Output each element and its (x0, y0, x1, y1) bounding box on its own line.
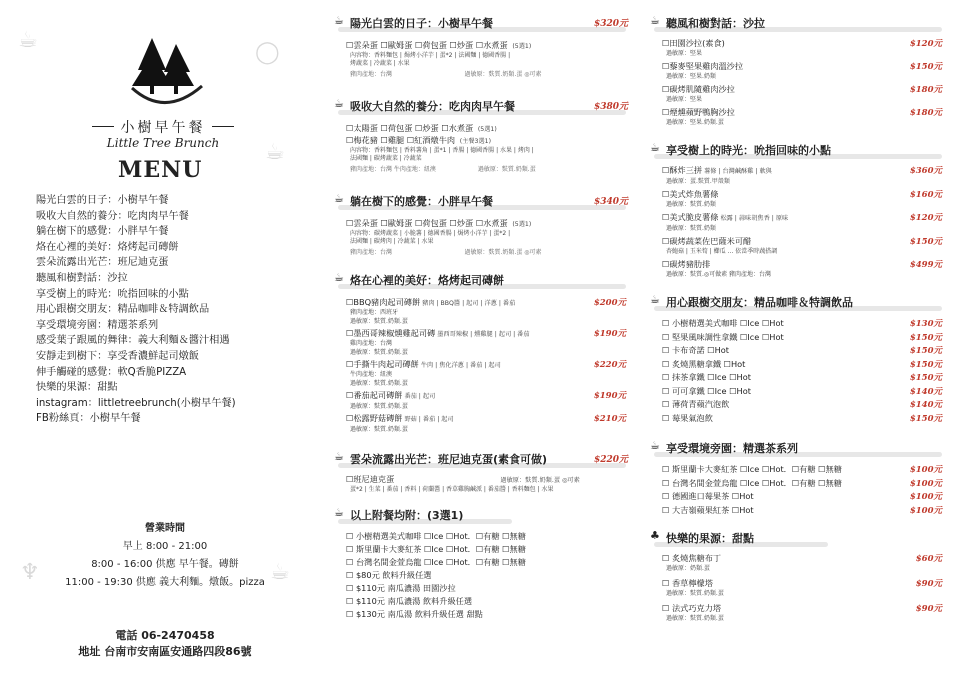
menu-item[interactable]: ☐煙燻蘋野鴨胸沙拉 $180元 (662, 107, 942, 118)
menu-item[interactable]: ☐番茄起司磚餅 番茄 | 起司 $190元 (346, 390, 626, 401)
dessert-item[interactable]: ☐ 香草檸檬塔 $90元 (662, 578, 942, 589)
menu-item[interactable]: ☐田園沙拉(素食) $120元 (662, 38, 942, 49)
hours-line: 11:00 - 19:30 供應 義大利麵。燉飯。pizza (65, 577, 265, 588)
toc-item: 陽光白雲的日子：小樹早午餐 (36, 195, 169, 206)
menu-item[interactable]: ☐班尼迪克蛋 過敏原：麩質.奶類.蛋 ◎可素 (346, 474, 580, 484)
toc-item: 聽風和樹對話：沙拉 (36, 272, 128, 284)
section-header: ☕ 以上附餐均附：(3選1) (332, 506, 632, 524)
toc-item: instagram：littletreebrunch(小樹早午餐) (36, 397, 236, 409)
section-header: ♣ 快樂的果源：甜點 (648, 529, 948, 547)
hours-title: 營業時間 (145, 523, 185, 534)
section-header: ☕ 躺在樹下的感覺：小胖早午餐 $340元 (334, 192, 628, 208)
contact-info (40, 628, 290, 660)
side-option[interactable]: ☐ $110元 南瓜濃湯 田園沙拉 (346, 583, 456, 593)
tea-item[interactable]: ☐ 台灣名間金萱烏龍 ☐Ice ☐Hot．☐有糖 ☐無糖 $100元 (662, 477, 942, 489)
menu-item[interactable]: ☐碳烤豬肋排 $499元 (662, 259, 942, 270)
section-price: $340元 (593, 197, 628, 207)
origin: 豬肉產地：台灣 過敏原：麩質.奶類.蛋 ◎可素 (350, 71, 542, 78)
toc-item: 用心跟樹交朋友：精品咖啡＆特調飲品 (36, 304, 210, 316)
toc-item: 享受樹上的時光：吮指回味的小點 (36, 288, 189, 300)
toc-item: FB粉絲頁：小樹早午餐 (36, 413, 141, 425)
option-row[interactable]: ☐雲朵蛋 ☐歐姆蛋 ☐荷包蛋 ☐炒蛋 ☐水煮蛋 (5選1) (346, 218, 532, 228)
tree-logo (110, 30, 220, 115)
toc-item: 烙在心裡的美好：烙烤起司磚餅 (36, 241, 179, 253)
tea-item[interactable]: ☐ 大吉嶺蘋果紅茶 ☐Hot $100元 (662, 504, 942, 516)
cup-icon: ☕ (334, 450, 344, 463)
cup-icon: ☕ (334, 97, 344, 110)
cherry-icon: ♣ (650, 529, 660, 542)
dessert-item[interactable]: ☐ 法式巧克力塔 $90元 (662, 603, 942, 614)
side-option[interactable]: ☐ 台灣名間金萱烏龍 ☐Ice ☐Hot．☐有糖 ☐無糖 (346, 557, 526, 567)
cup-icon: ☕ (650, 14, 660, 27)
cup-icon: ☕ (650, 141, 660, 154)
address: 地址 台南市安南區安通路四段86號 (78, 645, 252, 658)
option-row[interactable]: ☐梅花豬 ☐雞腿 ☐紅酒燉牛肉 (主餐3選1) (346, 135, 491, 145)
dessert-item[interactable]: ☐ 炙燒焦糖布丁 $60元 (662, 553, 942, 564)
section-header: ☕ 吸收大自然的養分：吃肉肉早午餐 $380元 (334, 97, 628, 113)
drink-item[interactable]: ☐ 堅果風味調性拿鐵 ☐Ice ☐Hot $150元 (662, 331, 942, 343)
section-header: ☕ 烙在心裡的美好：烙烤起司磚餅 (332, 271, 632, 289)
side-option[interactable]: ☐ $80元 飲料升級任選 (346, 570, 432, 580)
option-row[interactable]: ☐太陽蛋 ☐荷包蛋 ☐炒蛋 ☐水煮蛋 (5選1) (346, 123, 497, 133)
contents: 法國麵 | 碳烤肉 | 冷蔬菜 | 水果 (350, 238, 434, 245)
section-header: ☕ 陽光白雲的日子：小樹早午餐 $320元 (334, 14, 628, 30)
brand-name-zh: 小樹早午餐 (88, 117, 238, 137)
cup-icon: ☕ (334, 192, 344, 205)
cup-icon: ☕ (334, 14, 344, 27)
menu-item[interactable]: ☐BBQ豬肉起司磚餅 豬肉 | BBQ醬 | 起司 | 洋蔥 | 番茄 $200元 (346, 297, 626, 308)
drink-item[interactable]: ☐ 炙燒黑糖拿鐵 ☐Hot $150元 (662, 358, 942, 370)
teapot-icon: ☕ (18, 28, 38, 53)
contents: 法國麵 | 碳烤蔬菜 | 冷蔬菜 (350, 155, 422, 162)
right-column: ☕ 聽風和樹對話：沙拉 ☐田園沙拉(素食) $120元 過敏原：堅果 ☐藜麥堅果雞肉溫沙拉 $150元 過敏原：堅果.奶類 ☐碳烤肌隨雞肉沙拉 $180元 過敏原：堅果 ☐煙燻蘋野鴨胸沙拉 $180元 過敏原：堅果.奶類.蛋 ☕ 享受樹上的時光：吮指回味的小點 ☐酥炸三拼 薯條 | 台灣鹹酥雞 | 軟與 $360元 過敏原：蛋.麩質.甲殼類 ☐美式炸魚薯條 $160元 過敏原：麩質.奶類 ☐美式脆皮薯條 松露 | 蒜味胡焦香 | 原味 $120元 過敏原：麩質.奶類 ☐碳烤蔬菜佐巴薩米可醋 $150元 杏鮑菇 | 玉米筍 | 櫛瓜 ... 依當季時蔬搭調 ☐碳烤豬肋排 $499元 過敏原：麩質.◎可做素 豬肉產地：台灣 ☕ 用心跟樹交朋友：精品咖啡＆特調飲品 ☐ 小樹精選美式咖啡 ☐Ice ☐Hot $130元 ☐ 堅果風味調性拿鐵 ☐Ice ☐Hot $150元 ☐ 卡布奇諾 ☐Hot $150元 ☐ 炙燒黑糖拿鐵 ☐Hot $150元 ☐ 抹茶拿鐵 ☐Ice ☐Hot $150元 ☐ 可可拿鐵 ☐Ice ☐Hot $140元 ☐ 薄荷青蘋汽泡飲 $140元 ☐ 莓果氣泡飲 $150元 ☕ 享受環境旁園：精選茶系列 ☐ 斯里蘭卡大麥紅茶 ☐Ice ☐Hot．☐有糖 ☐無糖 $100元 ☐ 台灣名間金萱烏龍 ☐Ice ☐Hot．☐有糖 ☐無糖 $100元 ☐ 德國進口莓果茶 ☐Hot $100元 ☐ 大吉嶺蘋果紅茶 ☐Hot $100元 ♣ 快樂的果源：甜點 ☐ 炙燒焦糖布丁 $60元 過敏原：奶類.蛋 ☐ 香草檸檬塔 $90元 過敏原：麩質.奶類.蛋 ☐ 法式巧克力塔 $90元 過敏原：麩質.奶類.蛋 (648, 0, 948, 623)
section-header: ☕ 享受環境旁園：精選茶系列 (648, 439, 948, 457)
section-header: ☕ 聽風和樹對話：沙拉 (648, 14, 948, 32)
toc-item: 雲朵流露出光芒：班尼迪克蛋 (36, 257, 169, 269)
toc-item: 吸收大自然的養分：吃肉肉早午餐 (36, 210, 189, 222)
option-row[interactable]: ☐雲朵蛋 ☐歐姆蛋 ☐荷包蛋 ☐炒蛋 ☐水煮蛋 (5選1) (346, 40, 532, 50)
drink-item[interactable]: ☐ 可可拿鐵 ☐Ice ☐Hot $140元 (662, 385, 942, 397)
side-option[interactable]: ☐ 斯里蘭卡大麥紅茶 ☐Ice ☐Hot．☐有糖 ☐無糖 (346, 544, 526, 554)
toc-item: 伸手觸碰的感覺：軟Q香脆PIZZA (36, 366, 187, 378)
phone: 電話 06-2470458 (115, 629, 215, 642)
business-hours (40, 520, 290, 592)
left-panel (0, 0, 325, 678)
section-price: $220元 (593, 455, 628, 465)
cup-icon: ☕ (334, 506, 344, 519)
toc-item: 感受葉子跟風的舞律：義大利麵＆醬汁相遇 (36, 335, 230, 347)
menu-item[interactable]: ☐美式炸魚薯條 $160元 (662, 189, 942, 200)
side-option[interactable]: ☐ $130元 南瓜湯 飲料升級任選 甜點 (346, 609, 483, 619)
cup-icon: ☕ (650, 293, 660, 306)
menu-item[interactable]: ☐碳烤肌隨雞肉沙拉 $180元 (662, 84, 942, 95)
section-price: $320元 (593, 19, 628, 29)
tea-item[interactable]: ☐ 德國進口莓果茶 ☐Hot $100元 (662, 491, 942, 502)
side-option[interactable]: ☐ $110元 南瓜濃湯 飲料升級任選 (346, 596, 473, 606)
coffee-bean-icon: ☕ (265, 140, 285, 165)
menu-item[interactable]: ☐手撕牛肉起司磚餅 牛肉 | 焦化洋蔥 | 番茄 | 起司 $220元 (346, 359, 626, 370)
drink-item[interactable]: ☐ 莓果氣泡飲 $150元 (662, 412, 942, 424)
menu-item[interactable]: ☐墨西哥辣椒燻雞起司磚 墨西哥辣椒 | 燻雞腿 | 起司 | 番茄 $190元 (346, 328, 626, 339)
teapot-icon-2: ☕ (270, 560, 290, 585)
menu-title: MENU (118, 157, 203, 183)
section-header: ☕ 雲朵流露出光芒：班尼迪克蛋(素食可做) $220元 (334, 450, 628, 466)
contents: 烤蔬菜 | 冷蔬菜 | 水果 (350, 60, 410, 67)
drink-item[interactable]: ☐ 薄荷青蘋汽泡飲 $140元 (662, 399, 942, 410)
contents: 內容物：香料麵包 | 香料薯角 | 蛋*1 | 香腸 | 德國香腸 | 水果 | 烤肉 | (350, 147, 534, 154)
pan-icon: ◯ (255, 40, 280, 65)
hours-line: 早上 8:00 - 21:00 (122, 541, 208, 552)
toc-item: 安靜走到樹下：享受香濃鮮起司燉飯 (36, 350, 199, 362)
cup-icon: ☕ (334, 271, 344, 284)
section-price: $380元 (593, 102, 628, 112)
section-header: ☕ 享受樹上的時光：吮指回味的小點 (648, 141, 948, 159)
contents: 內容物：香料麵包 | 焗烤小洋芋 | 蛋*2 | 法國麵 | 德國香腸 | (350, 52, 511, 59)
table-of-contents (36, 193, 326, 427)
contents: 內容物：碳烤蔬菜 | 小脆薯 | 德國香腸 | 焗烤小洋芋 | 蛋*2 | (350, 230, 511, 237)
drink-item[interactable]: ☐ 抹茶拿鐵 ☐Ice ☐Hot $150元 (662, 372, 942, 383)
drink-item[interactable]: ☐ 小樹精選美式咖啡 ☐Ice ☐Hot $130元 (662, 318, 942, 329)
origin: 豬肉產地：台灣 過敏原：麩質.奶類.蛋 ◎可素 (350, 249, 542, 256)
menu-item[interactable]: ☐松露野菇磚餅 野菇 | 番茄 | 起司 $210元 (346, 413, 626, 424)
menu-item[interactable]: ☐美式脆皮薯條 松露 | 蒜味胡焦香 | 原味 $120元 (662, 212, 942, 223)
cup-icon: ☕ (650, 439, 660, 452)
tea-item[interactable]: ☐ 斯里蘭卡大麥紅茶 ☐Ice ☐Hot．☐有糖 ☐無糖 $100元 (662, 464, 942, 475)
menu-item[interactable]: ☐碳烤蔬菜佐巴薩米可醋 $150元 (662, 236, 942, 247)
side-option[interactable]: ☐ 小樹精選美式咖啡 ☐Ice ☐Hot．☐有糖 ☐無糖 (346, 531, 526, 541)
origin: 豬肉產地：台灣 牛肉產地：紐澳 過敏原：麩質.奶類.蛋 (350, 166, 536, 173)
section-header: ☕ 用心跟樹交朋友：精品咖啡＆特調飲品 (648, 293, 948, 311)
toc-item: 享受環境旁園：精選茶系列 (36, 319, 159, 331)
hours-line: 8:00 - 16:00 供應 早午餐。磚餅 (91, 559, 239, 570)
middle-column: ☕ 陽光白雲的日子：小樹早午餐 $320元 ☐雲朵蛋 ☐歐姆蛋 ☐荷包蛋 ☐炒蛋 ☐水煮蛋 (5選1) 內容物：香料麵包 | 焗烤小洋芋 | 蛋*2 | 法國麵 | 德國香腸 | 烤蔬菜 | 冷蔬菜 | 水果 豬肉產地：台灣 過敏原：麩質.奶類.蛋 ◎可素 ☕ 吸收大自然的養分：吃肉肉早午餐 $380元 ☐太陽蛋 ☐荷包蛋 ☐炒蛋 ☐水煮蛋 (5選1) ☐梅花豬 ☐雞腿 ☐紅酒燉牛肉 (主餐3選1) 內容物：香料麵包 | 香料薯角 | 蛋*1 | 香腸 | 德國香腸 | 水果 | 烤肉 | 法國麵 | 碳烤蔬菜 | 冷蔬菜 豬肉產地：台灣 牛肉產地：紐澳 過敏原：麩質.奶類.蛋 ☕ 躺在樹下的感覺：小胖早午餐 $340元 ☐雲朵蛋 ☐歐姆蛋 ☐荷包蛋 ☐炒蛋 ☐水煮蛋 (5選1) 內容物：碳烤蔬菜 | 小脆薯 | 德國香腸 | 焗烤小洋芋 | 蛋*2 | 法國麵 | 碳烤肉 | 冷蔬菜 | 水果 豬肉產地：台灣 過敏原：麩質.奶類.蛋 ◎可素 ☕ 烙在心裡的美好：烙烤起司磚餅 ☐BBQ豬肉起司磚餅 豬肉 | BBQ醬 | 起司 | 洋蔥 | 番茄 $200元 豬肉產地：西班牙 過敏原：麩質.奶類.蛋 ☐墨西哥辣椒燻雞起司磚 墨西哥辣椒 | 燻雞腿 | 起司 | 番茄 $190元 雞肉產地：台灣 過敏原：麩質.奶類.蛋 ☐手撕牛肉起司磚餅 牛肉 | 焦化洋蔥 | 番茄 | 起司 $220元 牛肉產地：紐澳 過敏原：麩質.奶類.蛋 ☐番茄起司磚餅 番茄 | 起司 $190元 過敏原：麩質.奶類.蛋 ☐松露野菇磚餅 野菇 | 番茄 | 起司 $210元 過敏原：麩質.奶類.蛋 ☕ 雲朵流露出光芒：班尼迪克蛋(素食可做) $220元 ☐班尼迪克蛋 過敏原：麩質.奶類.蛋 ◎可素 蛋*2 | 生菜 | 番茄 | 香料 | 荷蘭醬 | 香草雞胸鹹派 | 番茄醬 | 香料麵包 | 水果 ☕ 以上附餐均附：(3選1) ☐ 小樹精選美式咖啡 ☐Ice ☐Hot．☐有糖 ☐無糖 ☐ 斯里蘭卡大麥紅茶 ☐Ice ☐Hot．☐有糖 ☐無糖 ☐ 台灣名間金萱烏龍 ☐Ice ☐Hot．☐有糖 ☐無糖 ☐ $80元 飲料升級任選 ☐ $110元 南瓜濃湯 田園沙拉 ☐ $110元 南瓜濃湯 飲料升級任選 ☐ $130元 南瓜湯 飲料升級任選 甜點 (332, 0, 632, 621)
menu-item[interactable]: ☐酥炸三拼 薯條 | 台灣鹹酥雞 | 軟與 $360元 (662, 165, 942, 176)
menu-item[interactable]: ☐藜麥堅果雞肉溫沙拉 $150元 (662, 61, 942, 72)
toc-item: 躺在樹下的感覺：小胖早午餐 (36, 226, 169, 238)
fork-icon: ♆ (20, 560, 40, 585)
toc-item: 快樂的果源：甜點 (36, 382, 118, 394)
brand-name-en: Little Tree Brunch (106, 136, 220, 150)
drink-item[interactable]: ☐ 卡布奇諾 ☐Hot $150元 (662, 345, 942, 356)
